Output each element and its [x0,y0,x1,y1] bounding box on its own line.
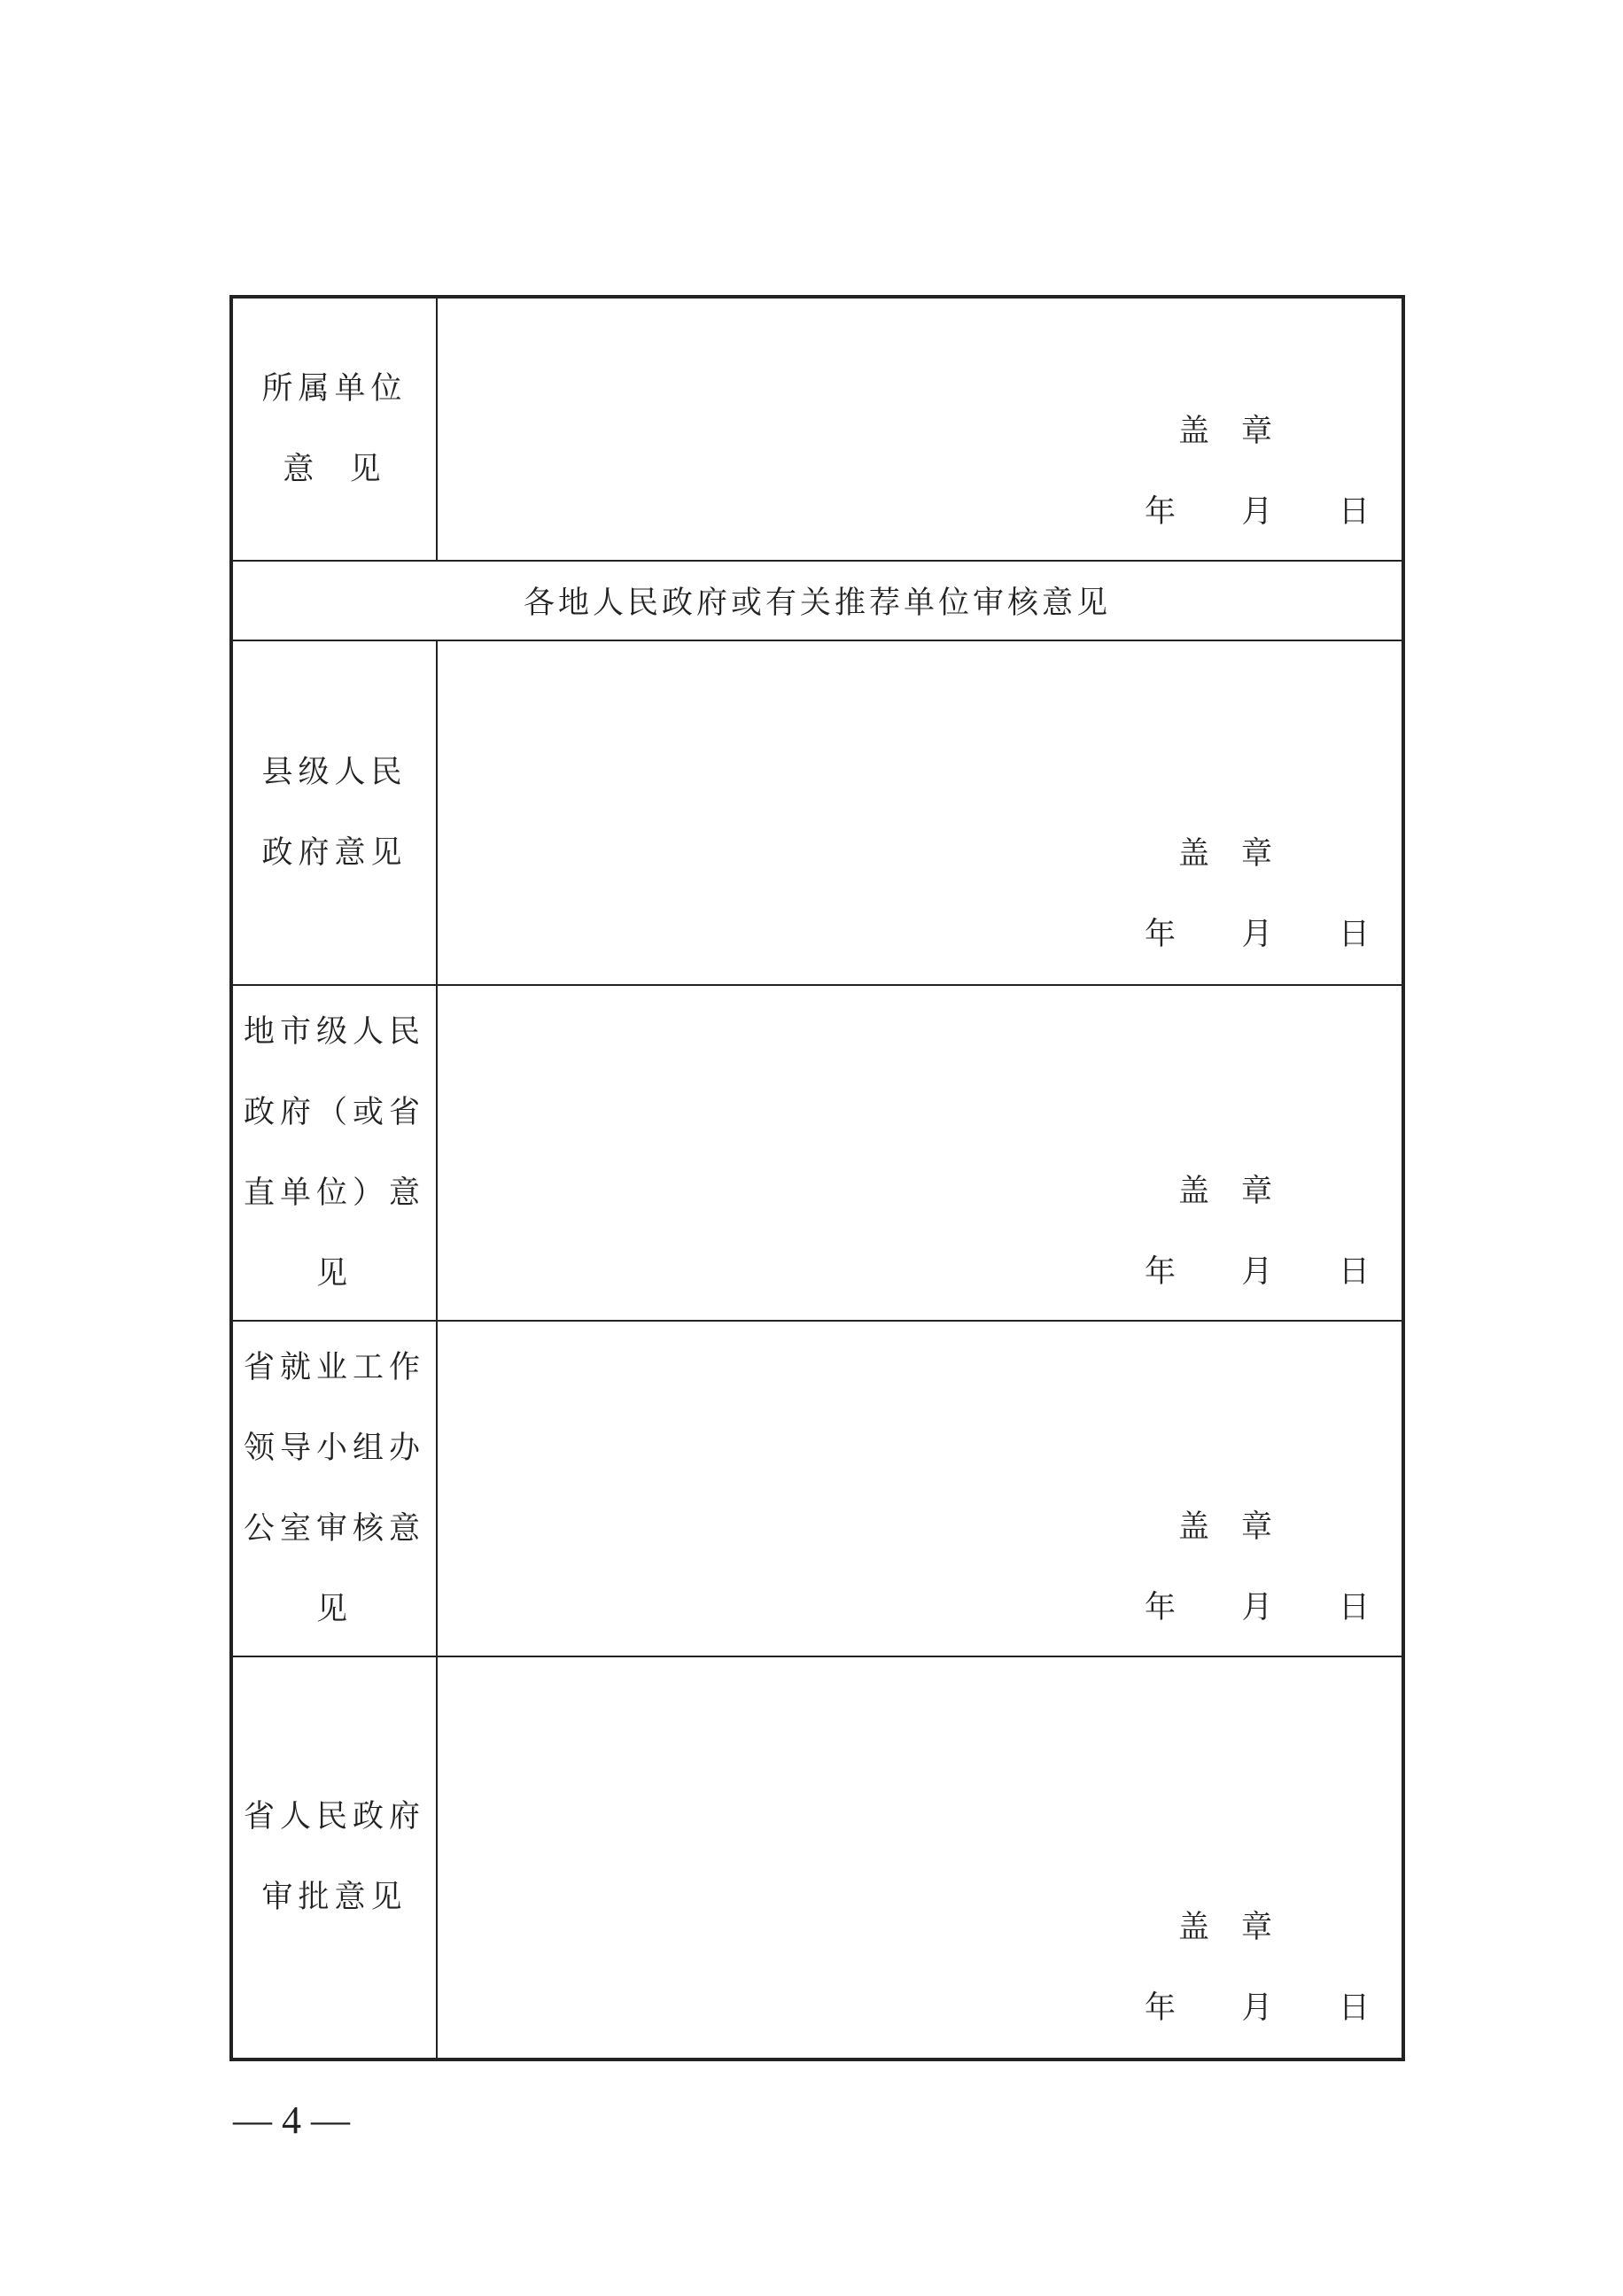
label-line: 直单位）意 [243,1175,425,1211]
seal-text: 盖章 [1177,836,1304,872]
label-line: 所属单位 [261,370,408,407]
date-day: 日 [1338,1590,1370,1625]
approval-form-table [229,295,1405,2061]
label-line: 意 见 [283,451,386,487]
label-line: 县级人民 [261,754,408,790]
label-line: 审批意见 [261,1880,408,1915]
seal-text: 盖章 [1177,1174,1304,1209]
date-year: 年 [1145,494,1176,530]
provincial-employment-office-row [231,1321,1403,1656]
date-day: 日 [1338,1254,1370,1290]
date-line [1145,1990,1370,2026]
unit-opinion-field[interactable] [437,297,1403,561]
label-line: 领导小组办 [243,1430,425,1466]
date-day: 日 [1338,1990,1370,2026]
city-government-field[interactable] [437,985,1403,1321]
date-day: 日 [1338,917,1370,952]
label-line: 地市级人民 [243,1013,425,1050]
date-month: 月 [1241,917,1273,952]
county-government-field[interactable] [437,640,1403,985]
seal-text: 盖章 [1177,414,1304,449]
city-government-label [231,985,437,1321]
section-header: 各地人民政府或有关推荐单位审核意见 [231,561,1403,640]
date-line [1145,494,1370,530]
date-line [1145,917,1370,952]
date-line [1145,1254,1370,1290]
date-month: 月 [1241,1254,1273,1290]
seal-text: 盖章 [1177,1509,1304,1545]
label-line: 省就业工作 [243,1349,425,1385]
date-month: 月 [1241,1590,1273,1625]
date-month: 月 [1241,1990,1273,2026]
date-line [1145,1590,1370,1625]
date-year: 年 [1145,1254,1176,1290]
date-year: 年 [1145,1590,1176,1625]
unit-opinion-label [231,297,437,561]
county-government-row [231,640,1403,985]
county-government-label [231,640,437,985]
label-line: 政府意见 [261,834,408,871]
date-month: 月 [1241,494,1273,530]
city-government-row [231,985,1403,1321]
label-line: 见 [315,1255,353,1292]
date-year: 年 [1145,917,1176,952]
provincial-government-row [231,1656,1403,2059]
provincial-employment-office-label [231,1321,437,1656]
section-header-row [231,561,1403,640]
page-number: — 4 — [233,2098,350,2142]
seal-text: 盖章 [1177,1910,1304,1945]
date-day: 日 [1338,494,1370,530]
label-line: 省人民政府 [243,1799,425,1834]
label-line: 政府（或省 [243,1094,425,1130]
provincial-government-field[interactable] [437,1656,1403,2059]
label-line: 见 [315,1591,353,1627]
date-year: 年 [1145,1990,1176,2026]
unit-opinion-row [231,297,1403,561]
provincial-government-label [231,1656,437,2059]
provincial-employment-office-field[interactable] [437,1321,1403,1656]
label-line: 公室审核意 [243,1510,425,1547]
